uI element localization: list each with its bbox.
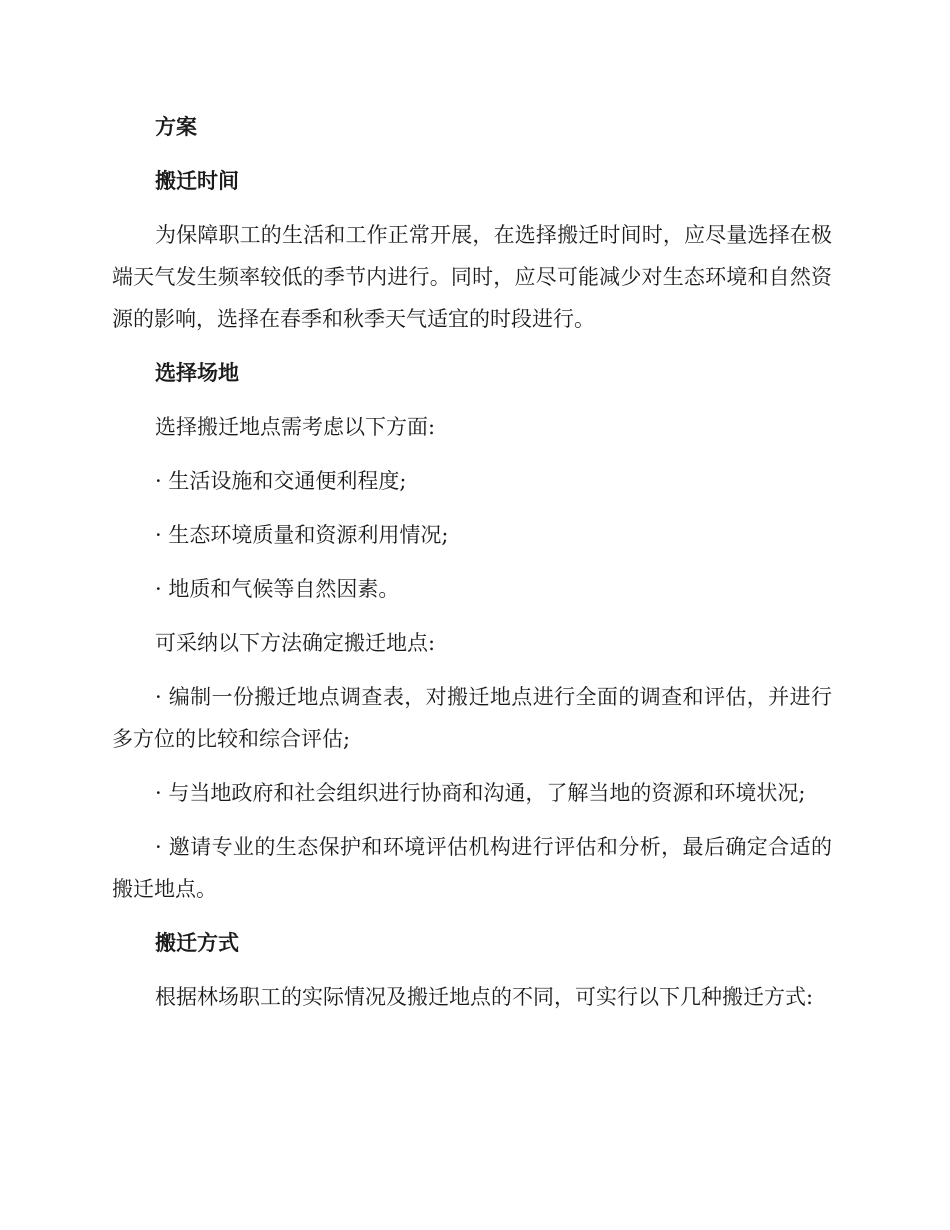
section-heading-relocation-method: 搬迁方式 xyxy=(155,930,239,955)
list-item-factor: · 地质和气候等自然因素。 xyxy=(155,577,400,601)
section-paragraph-relocation-method: 根据林场职工的实际情况及搬迁地点的不同，可实行以下几种搬迁方式: xyxy=(155,985,814,1009)
list-item-factor: · 生态环境质量和资源利用情况; xyxy=(155,523,449,547)
section-paragraph-relocation-time: 为保障职工的生活和工作正常开展，在选择搬迁时间时，应尽量选择在极端天气发生频率较低的季节内进行。同时，应尽可能减少对生态环境和自然资源的影响，选择在春季和秋季天气适宜的时段进行。 xyxy=(112,223,832,331)
document-title: 方案 xyxy=(155,114,197,139)
document-page xyxy=(112,106,832,1030)
list-item-method: · 与当地政府和社会组织进行协商和沟通，了解当地的资源和环境状况; xyxy=(155,781,806,805)
list-item-method: · 编制一份搬迁地点调查表，对搬迁地点进行全面的调查和评估，并进行多方位的比较和综合评估; xyxy=(112,685,832,751)
list-item-method: · 邀请专业的生态保护和环境评估机构进行评估和分析，最后确定合适的搬迁地点。 xyxy=(112,835,832,901)
site-methods-intro: 可采纳以下方法确定搬迁地点: xyxy=(155,631,436,655)
list-item-factor: · 生活设施和交通便利程度; xyxy=(155,469,407,493)
section-heading-site-selection: 选择场地 xyxy=(155,360,239,385)
section-heading-relocation-time: 搬迁时间 xyxy=(155,168,239,193)
site-selection-intro: 选择搬迁地点需考虑以下方面: xyxy=(155,415,436,439)
